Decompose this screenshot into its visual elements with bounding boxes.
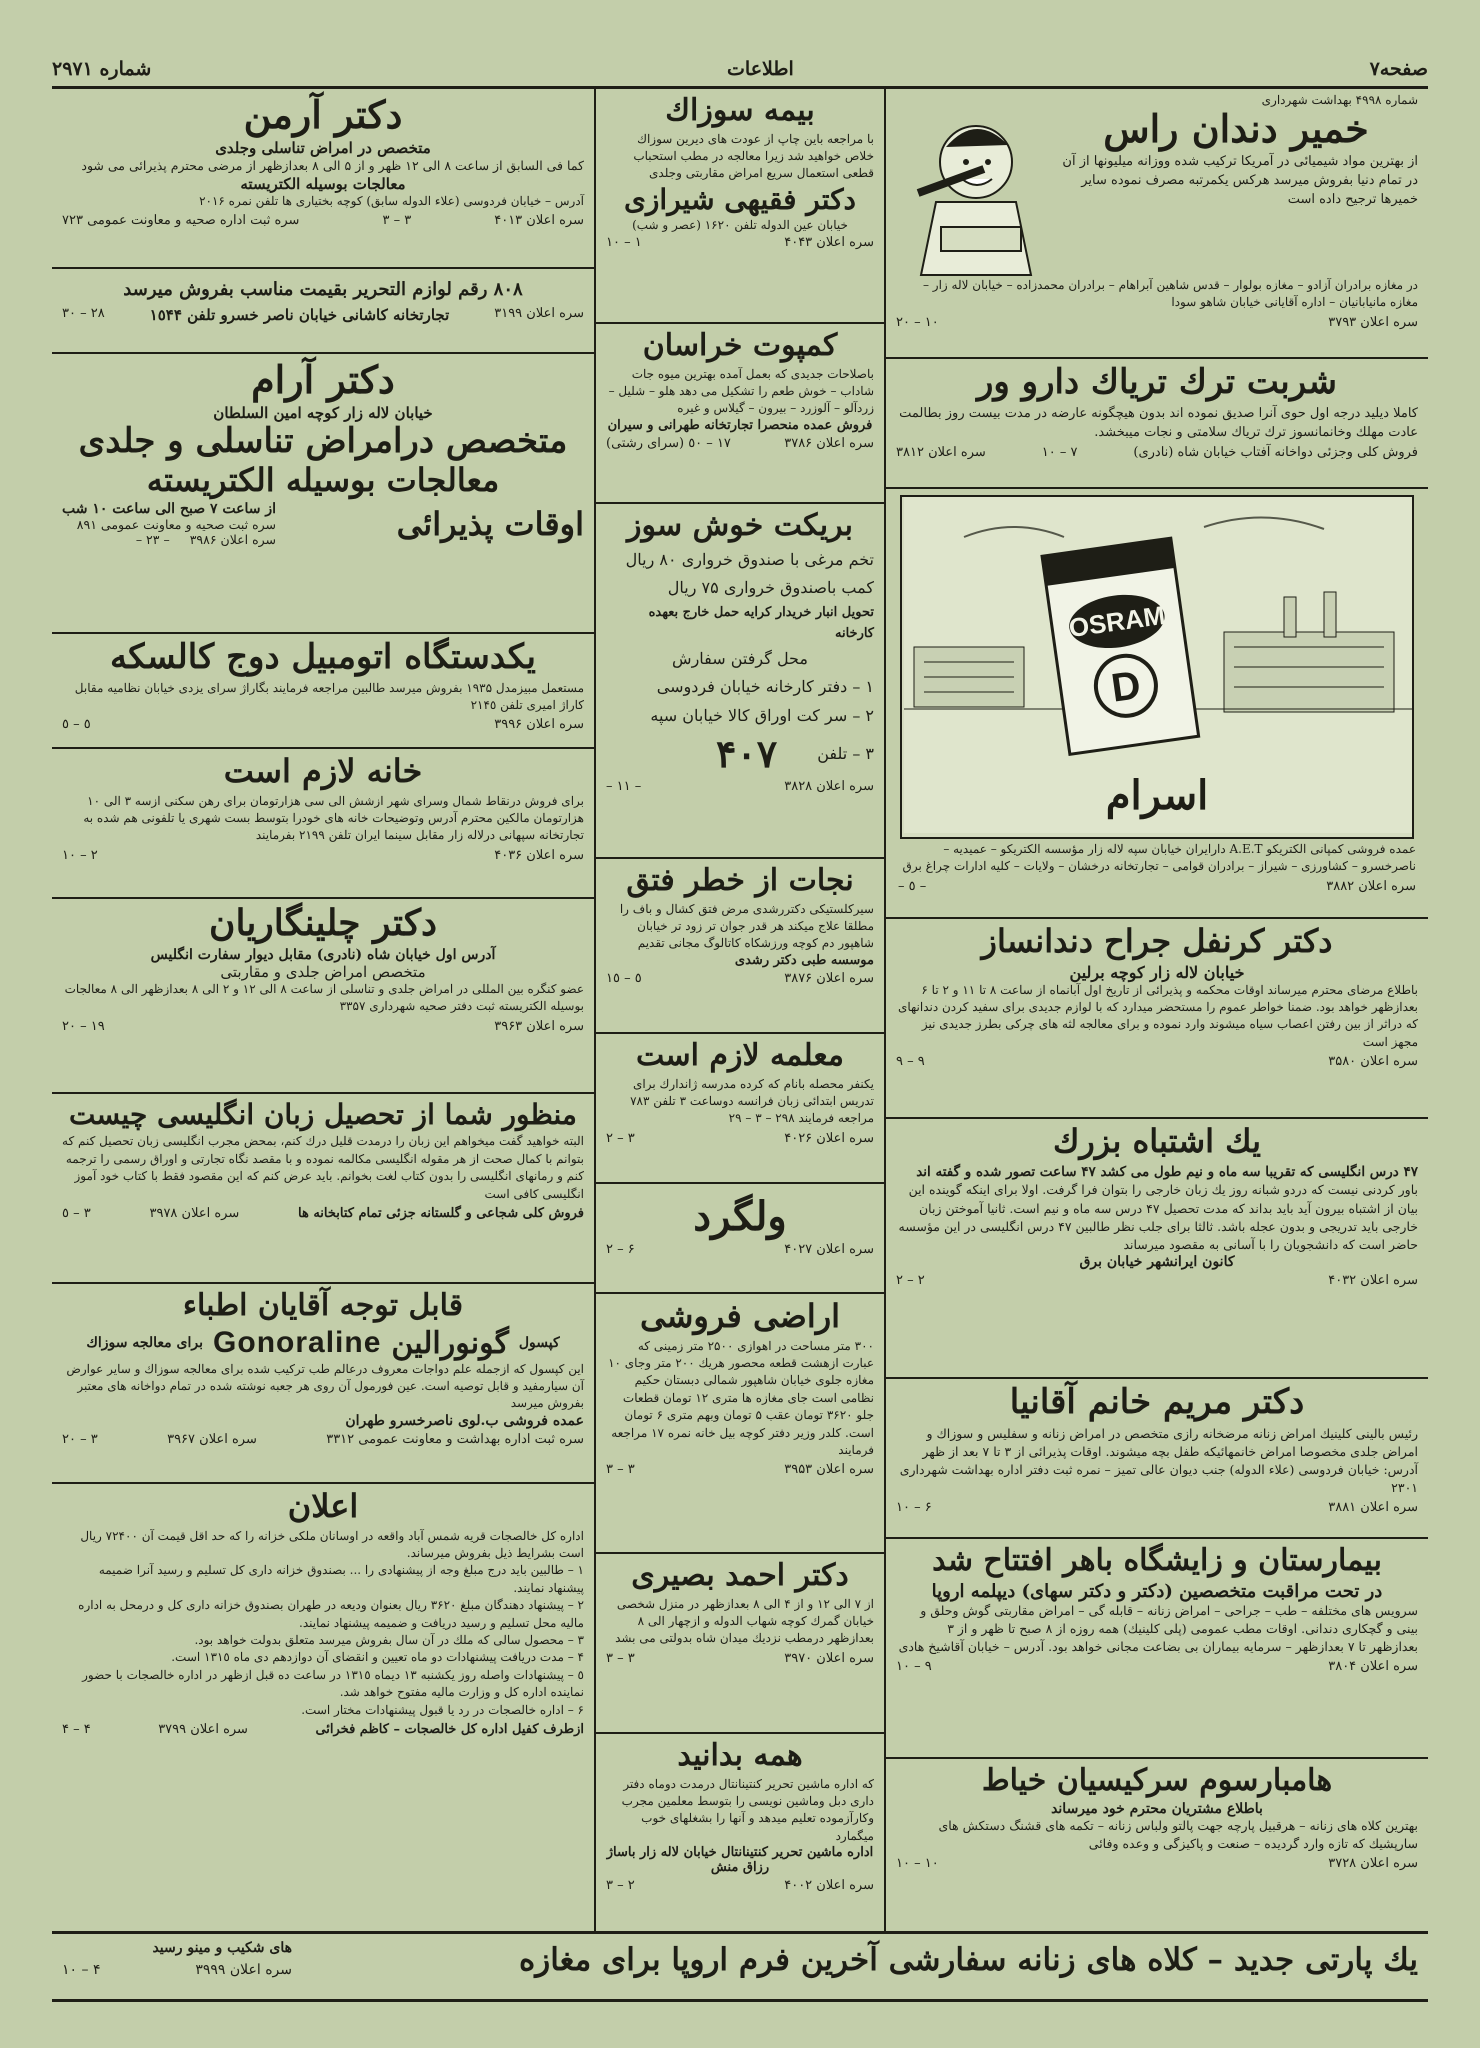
chelingarian-body: عضو کنگره بین المللی در امراض جلدی و تناسلی از ساعت ۸ الی ۱۲ و ۲ الی ۸ بعدازظهر الی ۸ معالجات بوسیله الکتریسته ثبت دفتر صحیه شهرداری ۳۳۵۷: [64, 981, 584, 1014]
ad-dates: ۳ – ٥: [62, 1205, 91, 1221]
mistake-body: باور کردنی نیست که دردو شبانه روز یك زبان خارجی را بتوان فرا گرفت. اولا برای اینکه گوینده این بیان از اشتباه بیرون آید باید بداند که مدت تحصیل ۴۷ درس سه ماه و نیم است. ثانیا آموختن زبان خارجی باید تدریجی و بدون عجله باشد. ثالثا برای جلب نظر طالبین ۴۷ درس انگلیسی در این مؤسسه حاضر است که دانشجویان را با آسانی به مقصود میرساند: [898, 1182, 1418, 1252]
dentist-ad: [886, 919, 1428, 1119]
dentist-title: دکتر کرنفل جراح دندانساز: [981, 922, 1333, 960]
osram-brand: اسرام: [1105, 772, 1209, 819]
compote-ad: [596, 324, 884, 504]
all-know-title: همه بدانید: [677, 1738, 803, 1773]
chelingarian-title: دکتر چلینگاریان: [209, 902, 437, 944]
ad-number: سره اعلان ۳۸۲۸: [784, 779, 874, 795]
ad-number: سره اعلان ۴۰۰۲: [784, 1878, 874, 1894]
ad-dates: ۴ – ۴: [62, 1721, 91, 1737]
house-title: خانه لازم است: [223, 752, 423, 790]
doctor-name: دکتر فقیهی شیرازی: [623, 182, 856, 216]
tailor-subtitle: باطلاع مشتریان محترم خود میرساند: [1051, 1800, 1263, 1817]
dentist-body: باطلاع مرضای محترم میرساند اوقات محکمه و پذیرائی از تاریخ اول آبانماه از ساعت ۸ تا ۱۱ و ۲ تا ۶ بعدازظهر خواهد بود. ضمنا خواطر عموم را مستحضر میدارد که با لوازم جدیدی برای سفید کردن دندانهای که دراثر از بین رفتن اعصاب سیاه میشوند وارد نموده و برای معالجه لثه های چرکی بطرز جدیدی نیز مجهز است: [897, 982, 1418, 1049]
ad-dates: – ۱۱ –: [606, 779, 642, 795]
gonoraline-body: این کپسول که ازجمله علم دواجات معروف درعالم طب ترکیب شده برای معالجه سوزاك و سایر عوارض آن سیارمفید و قابل توصیه است. عین فورمول آن روی هر جعبه نوشته شده در تمام دواخانه های معتبر بفروش میرسد: [66, 1361, 584, 1411]
ad-dates: – ۲۳ –: [135, 532, 170, 548]
aram-hours: از ساعت ۷ صبح الی ساعت ۱۰ شب: [62, 501, 277, 518]
stationery-line2: تجارتخانه کاشانی خیابان ناصر خسرو تلفن ۱٥۴۴: [149, 306, 450, 324]
paper-name: اطلاعات: [727, 58, 794, 80]
big-mistake-ad: [886, 1119, 1428, 1379]
ad-number: سره اعلان ۳۹۵۳: [784, 1462, 874, 1478]
osram-illustration: [900, 495, 1414, 839]
ad-number: سره اعلان ۳۹۶۷: [167, 1431, 257, 1447]
permit-note: شماره ۴۹۹۸ بهداشت شهرداری: [1261, 93, 1418, 107]
land-body: ۳۰۰ متر مساحت در اهوازی ۲۵۰۰ متر زمینی که عبارت ازهشت قطعه محصور هریك ۲۰۰ متر وجای ۱۰ مغازه جلوی خیابان شاهپور شمالی دبستان حکیم نظامی است جای مغازه ها متری ۱۲ تومان قطعات جلو ۳۶۲۰ تومان عقب ۵ تومان وبهم متری ۶ تومان است. کلدر وزیر دفتر کوچه بیل خانه نمره ۱۷ مراجعه فرمایند: [608, 1338, 874, 1457]
ad-number: سره اعلان ۳۹۷۰: [784, 1650, 874, 1666]
house-wanted-ad: [52, 749, 594, 899]
ad-number: سره اعلان ۳۸۸۲: [1326, 878, 1416, 894]
gonoraline-post: برای معالجه سوزاك: [86, 1335, 204, 1351]
dr-aram-ad: [52, 354, 594, 634]
page-number: صفحه۷: [1369, 58, 1428, 80]
notice-paragraph: ۲ – پیشنهاد دهندگان مبلغ ۳۶۲۰ ریال بعنوان ودیعه در طهران بصندوق خزانه داری کل و درمحل به اداره مالیه محل تسلیم و رسید دریافت و ضمیمه پیشنهاد نمایند.: [78, 1598, 584, 1630]
mistake-title: یك اشتباه بزرك: [1052, 1122, 1262, 1160]
opium-title: شربت ترك تریاك دارو ور: [976, 362, 1338, 402]
ad-dates: – ٥ –: [898, 878, 927, 894]
compote-title: کمپوت خراسان: [642, 328, 838, 363]
maryam-title: دکتر مریم خانم آقانیا: [1009, 1382, 1305, 1422]
hernia-ad: [596, 859, 884, 1034]
hospital-title: بیمارستان و زایشگاه باهر افتتاح شد: [932, 1543, 1382, 1578]
ad-dates: ۳ – ۳: [606, 1650, 635, 1666]
ad-number: سره اعلان ۳۸۰۴: [1328, 1658, 1418, 1674]
order-place: محل گرفتن سفارش: [672, 648, 808, 668]
ad-dates: ۷ – ۱۰: [1041, 445, 1078, 461]
issue-number: شماره ۲۹۷۱: [52, 58, 152, 80]
chelingarian-address: آدرس اول خیابان شاه (نادری) مقابل دیوار سفارت انگلیس: [150, 946, 496, 963]
toothpaste-body: از بهترین مواد شیمیائی در آمریکا ترکیب شده ووزانه میلیونها از آن در تمام دنیا بفروش میرسد هرکس یکمرتبه مصرف نموده سایر خمیرها ترجیح داده است: [1062, 153, 1418, 207]
basiri-title: دکتر احمد بصیری: [631, 1558, 849, 1593]
osram-can-label: OSRAM: [1066, 599, 1167, 644]
briquette-ad: [596, 504, 884, 859]
ad-number: سره اعلان ۳۹۹۶: [494, 717, 584, 733]
aram-treatment: معالجات بوسیله الکتریسته: [146, 460, 500, 499]
hernia-title: نجات از خطر فتق: [626, 863, 854, 898]
gonoraline-brand-fa: گونورالین: [391, 1325, 509, 1361]
left-column: [52, 89, 594, 1931]
notice-paragraph: اداره کل خالصجات قریه شمس آباد واقعه در اوسانان ملکی خزانه را که حد اقل قیمت آن ۷۲۴۰۰ ریال است بشرایط ذیل بفروش میرساند.: [80, 1528, 584, 1560]
page-header: [52, 52, 1428, 86]
maryam-body: رئیس بالینی کلینیك امراض زنانه مرضخانه رازی متخصص در امراض زنانه و سفلیس و سوزاك و امراض جلدی مخصوصا امراض خانمهائیکه طفل بچه میشوند. اوقات پذیرائی از ۳ تا ۷ بعد از ظهر آدرس: خیابان فردوسی (علاء الدوله) جنب دیوان عالی تمیز – نمره ثبت دفتر اداره بهداشت شهرداری ۲۳۰۱: [899, 1425, 1418, 1496]
gonoraline-title: قابل توجه آقایان اطباء: [182, 1288, 464, 1323]
mistake-headline: ۴۷ درس انگلیسی که تقریبا سه ماه و نیم طول می کشد ۴۷ ساعت تصور شده و گفته اند: [916, 1163, 1418, 1180]
osram-can-letter: D: [1108, 663, 1144, 711]
dr-basiri-ad: [596, 1554, 884, 1734]
english-title: منظور شما از تحصیل زبان انگلیسی چیست: [69, 1098, 577, 1131]
chelingarian-subtitle: متخصص امراض جلدی و مقاربتی: [220, 962, 426, 981]
insurance-ad: [596, 89, 884, 324]
ad-dates: ۴ – ۱۰: [62, 1962, 101, 1978]
ad-number: سره اعلان ۴۰۳۲: [1328, 1272, 1418, 1288]
ad-dates: ٥ – ۱٥: [606, 970, 642, 986]
hernia-footer: موسسه طبی دکتر رشدی: [734, 952, 874, 968]
english-body: البته خواهید گفت میخواهم این زبان را درمدت قلیل درك کنم، بمحض مجرب انگلیسی زبان تحصیل کنم که بتوانم با کمال صحت از هر مقوله انگلیسی مکالمه نموده و با مقصد نگاه تجارتی و اوراق رسمی را ترجمه کنم و رمانهای انگلیسی را بدون کتاب لغت بخوانم. باید عرض کنم که این مقصود فقط با کتاب خود آموز انگلیسی کافی است: [62, 1134, 584, 1201]
ad-dates: ۲۸ – ۳۰: [62, 306, 105, 321]
opium-syrup-ad: [886, 359, 1428, 489]
ad-dates: ۱۷ – ٥٠ (سرای رشتی): [606, 435, 731, 451]
ad-number: سره اعلان ۴۰۳۶: [494, 847, 584, 863]
doctor-address: خیابان عین الدوله تلفن ۱۶۲۰ (عصر و شب): [632, 218, 848, 233]
toothpaste-sellers: در مغازه برادران آزادو – مغازه بولوار – قدس شاهین آبراهام – برادران محمدزاده – خیابان لاله زار – مغازه مانیابانیان – اداره آقایانی خیابان شاهو سودا: [922, 278, 1418, 310]
dodge-car-ad: [52, 634, 594, 749]
english-footer: فروش کلی شجاعی و گلستانه جزئی تمام کتابخانه ها: [298, 1205, 584, 1221]
banner-side-text: های شکیب و مینو رسید: [152, 1940, 292, 1956]
notice-title: اعلان: [287, 1487, 359, 1525]
stationery-line1: ۸۰۸ رقم لوازم التحریر بقیمت مناسب بفروش میرسد: [123, 279, 523, 300]
mistake-footer: کانون ایرانشهر خیابان برق: [1079, 1253, 1235, 1270]
ad-number: سره اعلان ۳۷۸۶: [784, 435, 874, 451]
ad-number: سره اعلان ۴۰۴۳: [784, 235, 874, 251]
dr-armen-ad: [52, 89, 594, 269]
stationery-ad: [52, 269, 594, 354]
armen-body: کما فی السابق از ساعت ۸ الی ۱۲ ظهر و از ۵ الی ۸ بعدازظهر از مرضی محترم پذیرائی می شود: [81, 157, 584, 173]
insurance-title: بیمه سوزاك: [665, 93, 815, 128]
ad-dates: ۲ – ۲: [896, 1272, 925, 1288]
ad-number: سره اعلان ۴۰۲۷: [784, 1242, 874, 1257]
right-column: [886, 89, 1428, 1931]
ad-dates: ۳ – ۲۰: [62, 1431, 98, 1447]
all-know-footer: اداره ماشین تحریر کنتینانتال خیابان لاله زار باساژ رزاق منش: [606, 1845, 874, 1876]
ad-number: سره اعلان ۳۷۹۹: [158, 1721, 248, 1737]
ad-dates: ۳ – ۳: [606, 1462, 635, 1478]
registration: سره ثبت اداره صحیه و معاونت عمومی ۷۲۳: [62, 213, 300, 229]
aram-specialty: متخصص درامراض تناسلی و جلدی: [78, 420, 568, 461]
volgard-ad: [596, 1184, 884, 1294]
english-course-ad: [52, 1094, 594, 1284]
dr-maryam-ad: [886, 1379, 1428, 1539]
ad-number: سره اعلان ۳۸۸۱: [1328, 1500, 1418, 1516]
tailor-ad: [886, 1759, 1428, 1931]
ad-dates: ۱۰ – ۲۰: [896, 314, 939, 330]
ad-dates: ۹ – ۹: [896, 1054, 925, 1070]
dodge-title: یکدستگاه اتومبیل دوج کالسکه: [110, 637, 536, 677]
ad-dates: ۳ – ۲: [606, 1130, 635, 1146]
order-address: ۱ – دفتر کارخانه خیابان فردوسی: [656, 677, 874, 697]
banner-headline: یك پارتی جدید – کلاه های زنانه سفارشی آخرین فرم اروپا برای مغازه: [518, 1942, 1418, 1978]
ad-number: سره اعلان ۳۹۷۸: [149, 1205, 240, 1221]
ad-dates: ۲ – ۳: [606, 1878, 635, 1894]
toothpaste-ad: [886, 89, 1428, 359]
tailor-title: هامبارسوم سرکیسیان خیاط: [981, 1763, 1333, 1798]
house-body: برای فروش درنقاط شمال وسرای شهر ازشش الی سی هزارتومان برای رهن سکنی ازسه ۳ الی ۱۰ هزارتومان مالکین محترم آدرس وتوضیحات خانه های خودرا بتوسط بست شهری یا تلفونی هم شده به تجارتخانه سپهانی درلاله زار مقابل سینما ایران تلفن ۲۱۹۹ بفرمایند: [83, 793, 584, 843]
basiri-body: از ۷ الی ۱۲ و از ۴ الی ۸ بعدازظهر در منزل شخصی خیابان گمرك کوچه شهاب الدوله و ازچهار الی ۸ بعدازظهر درمطب نزدیك میدان شاه بدولتی می بشد: [615, 1596, 874, 1646]
osram-dealers: عمده فروشی کمپانی الکتریکو A.E.T دارایران خیابان سپه لاله زار مؤسسه الکتریکو – عمیدیه – ناصرخسرو – کشاورزی – شیراز – برادران قوامی – تجارتخانه درخشان – ولایات – کلیه ادارات چراغ برق: [902, 842, 1416, 874]
notice-paragraph: ۳ – محصول سالی که ملك در آن سال بفروش میرسد متعلق بدولت خواهد بود.: [194, 1632, 584, 1647]
compote-body: باصلاحات جدیدی که بعمل آمده بهترین میوه جات شاداب – خوش طعم را تشکیل می دهد هلو – شلیل – زردآلو – آلوزرد – بیرون – گیلاس و غیره: [608, 366, 874, 416]
typewriter-school-ad: [596, 1734, 884, 1931]
armen-title: دکتر آرمن: [243, 92, 403, 137]
armen-subtitle: متخصص در امراض تناسلی وجلدی: [215, 138, 431, 157]
order-address: ۲ – سر کت اوراق کالا خیابان سپه: [650, 706, 874, 726]
boy-brushing-illustration: [896, 107, 1046, 277]
notice-paragraph: ۶ – اداره خالصجات در رد یا قبول پیشنهادات مختار است.: [301, 1702, 584, 1717]
armen-address: آدرس – خیابان فردوسی (علاء الدوله سابق) کوچه بختیاری ها تلفن نمره ۲۰۱۶: [199, 194, 584, 209]
teacher-ad: [596, 1034, 884, 1184]
hospital-ad: [886, 1539, 1428, 1759]
notice-paragraph: ٥ – پیشنهادات واصله روز یکشنبه ۱۳ دیماه ۱۳۱٥ در ساعت ده قبل ازظهر در اداره خالصجات با حضور نماینده اداره کل و وزارت مالیه مفتوح خواهد شد.: [82, 1667, 584, 1700]
hospital-subtitle: در تحت مراقبت متخصصین (دکتر و دکتر سهای) دیپلمه اروپا: [931, 1580, 1383, 1602]
ad-dates: ۹ – ۱۰: [896, 1658, 932, 1674]
ad-number: سره اعلان ۳۱۹۹: [494, 306, 584, 321]
ad-number: سره اعلان ۴۰۱۳: [494, 213, 584, 229]
ad-number: سره اعلان ۳۹۶۳: [494, 1018, 584, 1034]
compote-seller: فروش عمده منحصرا تجارتخانه طهرانی و سیران: [607, 417, 873, 433]
aram-address: خیابان لاله زار کوچه امین السلطان: [213, 403, 433, 422]
gonoraline-ad: [52, 1284, 594, 1484]
ad-dates: ۳ – ۳: [382, 213, 412, 229]
ad-number: سره اعلان ۳۷۲۸: [1328, 1855, 1418, 1871]
registration: سره ثبت اداره بهداشت و معاونت عمومی ۳۳۱۲: [326, 1431, 584, 1447]
hernia-body: سیرکلستیکی دکتررشدی مرض فتق کشال و باف را مطلقا علاج میکند هر قدر جوان تر زود تر خیابان شاهپور دم کوچه ورزشکاه کاتالوگ مجانی تقدیم: [619, 901, 874, 951]
ad-dates: ۱۹ – ۲۰: [62, 1018, 105, 1034]
gonoraline-seller: عمده فروشی ب.لوی ناصرخسرو طهران: [345, 1412, 584, 1429]
ad-number: سره اعلان ۳۵۸۰: [1328, 1054, 1418, 1070]
middle-column: [596, 89, 884, 1931]
land-title: اراضی فروشی: [639, 1297, 841, 1335]
dr-chelingarian-ad: [52, 899, 594, 1094]
ad-number: سره اعلان ۳۹۸۶: [189, 532, 277, 548]
notice-paragraph: ۴ – مدت دریافت پیشنهادات دو ماه تعیین و انقضای آن دوازدهم دی ماه ۱۳۱٥ است.: [171, 1650, 584, 1665]
bottom-banner-ad: [52, 1931, 1428, 2002]
phone-label: ۳ – تلفن: [817, 744, 874, 764]
opium-seller: فروش کلی وجزئی دواخانه آفتاب خیابان شاه (نادری): [1133, 445, 1418, 461]
briquette-title: بریکت خوش سوز: [627, 508, 853, 543]
gonoraline-brand-latin: Gonoraline: [213, 1326, 382, 1359]
ad-dates: ۱ – ۱۰: [606, 235, 642, 251]
notice-paragraph: ۱ – طالبین باید درج مبلغ وجه از پیشنهادی را ... بصندوق خزانه داری کل تسلیم و رسید آنرا ضمیمه پیشنهاد نمایند.: [98, 1563, 584, 1595]
toothpaste-title: خمیر دندان راس: [1103, 106, 1369, 151]
delivery-line: تحویل انبار خریدار کرایه حمل خارج بعهده کارخانه: [648, 605, 874, 641]
ad-dates: ٥ – ٥: [62, 717, 91, 733]
insurance-body: با مراجعه باین چاپ از عودت های دیرین سوزاك خلاص خواهید شد زیرا معالجه در مطب استحباب قطعی استعمال سریع امراض مقاربتی وجلدی: [633, 131, 874, 181]
dodge-body: مستعمل مبیزمدل ۱۹۳۵ بفروش میرسد طالبین مراجعه فرمایند بگاراژ سرای یزدی خیابان نظامیه مقابل کاراژ امیری تلفن ۲۱۴٥: [74, 680, 584, 713]
aram-hours-title: اوقات پذیرائی: [396, 505, 584, 544]
all-know-body: که اداره ماشین تحریر کنتینانتال درمدت دوماه دفتر داری دبل وماشین نویسی را بتوسط معلمین مجرب وکارآزموده تعلیم میدهد و آنها را بشغلهای خوب میگمارد: [621, 1776, 874, 1843]
armen-highlight: معالجات بوسیله الکتریسته: [240, 175, 406, 194]
tailor-body: بهترین کلاه های زنانه – هرقبیل پارچه جهت پالتو ولباس زنانه – تکمه های قشنگ دستکش های سارپشیك که تازه وارد گردیده – صنعت و پاکیزگی و وعده وفائی: [938, 1817, 1418, 1851]
teacher-title: معلمه لازم است: [636, 1038, 844, 1073]
price-line: کمب باصندوق خرواری ۷۵ ریال: [667, 578, 874, 598]
ad-dates: ۶ – ۲: [606, 1242, 635, 1257]
ad-dates: ۱۰ – ۱۰: [896, 1855, 939, 1871]
teacher-body: یکنفر محصله بانام که کرده مدرسه ژاندارك برای تدریس ابتدائی زبان فرانسه دوساعت ۳ تلفن ۷۸۳ مراجعه فرمایند ۲۹۸ – ۳ – ۲۹: [630, 1076, 874, 1126]
ad-dates: ۲ – ۱۰: [62, 847, 98, 863]
notice-signature: ازطرف کفیل اداره کل خالصجات – کاظم فخرائی: [315, 1721, 584, 1737]
volgard-title: ولگرد: [693, 1193, 787, 1240]
ad-number: سره اعلان ۳۹۹۹: [195, 1962, 292, 1978]
ad-number: سره اعلان ۳۸۷۶: [784, 970, 874, 986]
hospital-body: سرویس های مختلفه – طب – جراحی – امراض زنانه – قابله گی – امراض مقاربتی گوش وحلق و بینی و گچکاری دندانی. اوقات مطب عمومی (پلی کلینیك) همه روزه از ۸ صبح تا ظهر و از ۳ بعدازظهر تا ۷ بعدازظهر – سرمایه بیماران بی بضاعت مجانی خواهد بود. آدرس – خیابان آقاشیخ هادی: [898, 1602, 1418, 1654]
ad-number: سره اعلان ۳۷۹۳: [1328, 314, 1418, 330]
ad-dates: ۶ – ۱۰: [896, 1500, 932, 1516]
dentist-address: خیابان لاله زار کوچه برلین: [1069, 962, 1245, 982]
ad-number: سره اعلان ۳۸۱۲: [896, 445, 986, 461]
gonoraline-pre: کپسول: [518, 1335, 560, 1351]
osram-ad: [886, 489, 1428, 919]
price-line: تخم مرغی با صندوق خرواری ۸۰ ریال: [625, 549, 874, 569]
registration: سره ثبت صحیه و معاونت عمومی ۸۹۱: [76, 517, 277, 533]
ad-number: سره اعلان ۴۰۲۶: [784, 1130, 874, 1146]
land-sale-ad: [596, 1294, 884, 1554]
phone-number: ۴۰۷: [715, 731, 778, 777]
aram-title: دکتر آرام: [251, 357, 395, 402]
public-notice-ad: [52, 1484, 594, 1931]
opium-body: کاملا دیلید درجه اول حوی آنرا صدیق نموده اند بدون هیچگونه عارضه در مدت بیست روز بطالمت عادت مهلك وخانمانسوز ترك تریاك سلامتی و نجات میبخشد.: [899, 405, 1418, 440]
